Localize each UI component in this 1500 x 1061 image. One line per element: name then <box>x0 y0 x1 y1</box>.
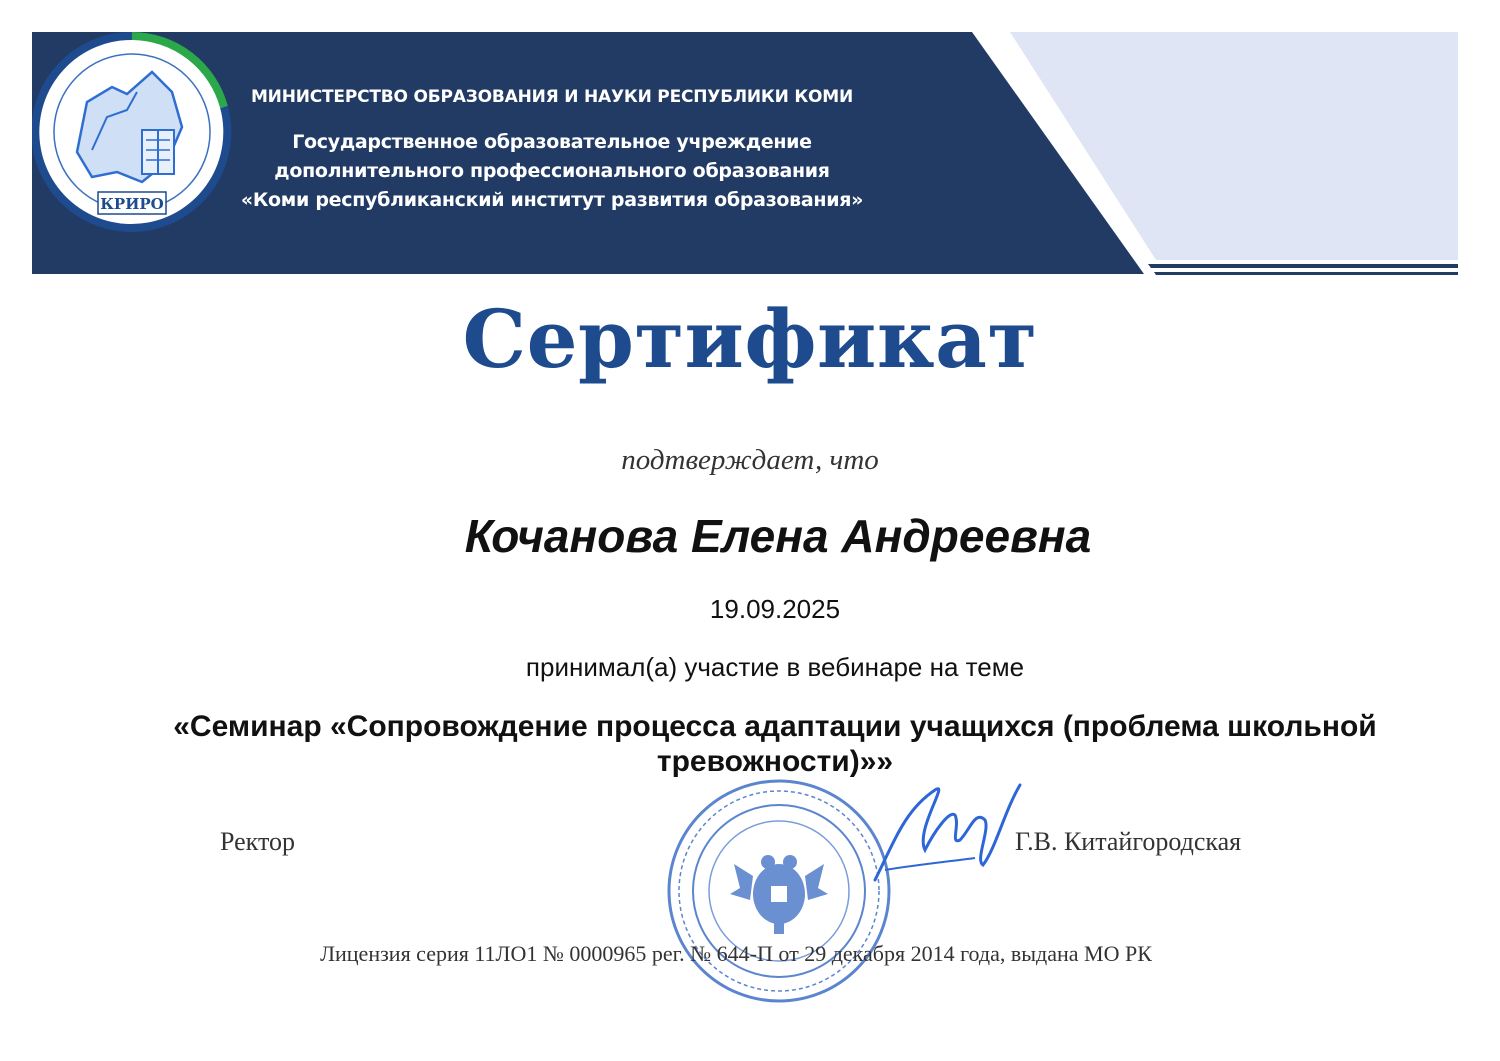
rector-name: Г.В. Китайгородская <box>1015 827 1242 856</box>
confirms-text: подтверждает, что <box>621 444 879 476</box>
kriro-logo <box>32 32 232 232</box>
certificate-date: 19.09.2025 <box>709 594 841 624</box>
institution-line: Государственное образовательное учреждение <box>292 131 812 153</box>
rector-signature <box>855 770 1035 900</box>
institution-line: дополнительного профессионального образования <box>274 160 830 182</box>
certificate-title: Сертификат <box>462 292 1038 386</box>
license-info: Лицензия серия 11ЛО1 № 0000965 рег. № 644-П от 29 декабря 2014 года, выдана МО РК <box>320 941 1152 966</box>
institution-name <box>182 128 922 215</box>
header-banner <box>32 32 1458 278</box>
recipient-name: Кочанова Елена Андреевна <box>464 510 1092 562</box>
logo-label: КРИРО <box>100 195 164 213</box>
rector-title: Ректор <box>220 827 295 856</box>
ministry-name: МИНИСТЕРСТВО ОБРАЗОВАНИЯ И НАУКИ РЕСПУБЛИКИ КОМИ <box>250 87 854 107</box>
institution-line: «Коми республиканский институт развития образования» <box>240 189 864 211</box>
webinar-topic: «Семинар «Сопровождение процесса адаптации учащихся (проблема школьной тревожности)»» <box>173 710 1377 778</box>
participation-text: принимал(а) участие в вебинаре на теме <box>525 652 1025 682</box>
